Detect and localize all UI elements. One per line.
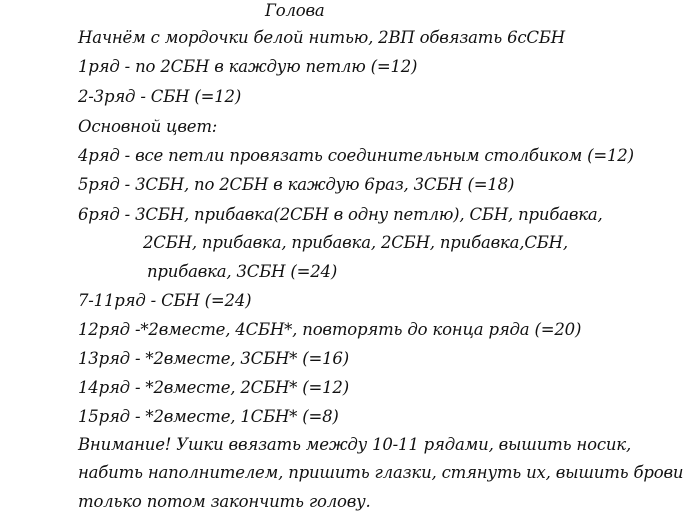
text-line-row-7-11: 7-11ряд - СБН (=24) <box>78 291 252 310</box>
text-line-row-12: 12ряд -*2вместе, 4СБН*, повторять до конца ряда (=20) <box>78 320 582 339</box>
text-line-row-14: 14ряд - *2вместе, 2СБН* (=12) <box>78 378 349 397</box>
text-line-row-2-3: 2-3ряд - СБН (=12) <box>78 87 242 106</box>
text-line-row-6-cont-1: 2СБН, прибавка, прибавка, 2СБН, прибавка,СБН, <box>143 233 568 252</box>
text-line-note-3: только потом закончить голову. <box>78 492 371 511</box>
text-line-row-5: 5ряд - 3СБН, по 2СБН в каждую 6раз, 3СБН (=18) <box>78 175 515 194</box>
text-line-row-1: 1ряд - по 2СБН в каждую петлю (=12) <box>78 57 418 76</box>
text-line-row-4: 4ряд - все петли провязать соединительным столбиком (=12) <box>78 146 634 165</box>
text-line-row-13: 13ряд - *2вместе, 3СБН* (=16) <box>78 349 349 368</box>
text-line-row-15: 15ряд - *2вместе, 1СБН* (=8) <box>78 407 339 426</box>
document-title: Голова <box>265 1 325 20</box>
text-line-note-2: набить наполнителем, пришить глазки, стянуть их, вышить брови <box>78 463 684 482</box>
text-line-row-6: 6ряд - 3СБН, прибавка(2СБН в одну петлю), СБН, прибавка, <box>78 205 603 224</box>
text-line-main-color: Основной цвет: <box>78 117 218 136</box>
text-line-row-6-cont-2: прибавка, 3СБН (=24) <box>147 262 338 281</box>
text-line-note-1: Внимание! Ушки ввязать между 10-11 рядами, вышить носик, <box>78 435 631 454</box>
text-line-intro: Начнём с мордочки белой нитью, 2ВП обвязать 6сСБН <box>78 28 565 47</box>
